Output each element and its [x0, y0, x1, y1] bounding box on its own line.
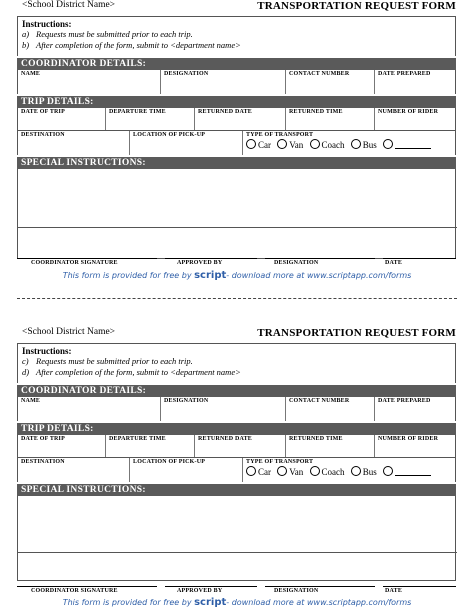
signature-line — [383, 258, 456, 259]
form-title: TRANSPORTATION REQUEST FORM — [257, 327, 456, 339]
coordinator-row — [17, 70, 456, 94]
radio-icon[interactable] — [246, 466, 256, 476]
field-label: NAME — [21, 71, 41, 77]
divider — [18, 552, 457, 553]
instruction-marker: c) — [22, 356, 29, 366]
designation-label: DESIGNATION — [274, 588, 319, 594]
transport-options — [246, 466, 435, 477]
footer-suffix: - download more at www.scriptapp.com/forms — [226, 271, 412, 280]
approved-by-label: APPROVED BY — [177, 588, 223, 594]
field-label: CONTACT NUMBER — [289, 398, 350, 404]
field-label: TYPE OF TRANSPORT — [246, 459, 314, 465]
transport-option-car[interactable] — [246, 139, 271, 150]
form-header — [17, 0, 456, 15]
footer-credit-2 — [0, 597, 474, 608]
field-label: DESIGNATION — [164, 71, 209, 77]
transport-option-coach[interactable] — [310, 466, 345, 477]
returned-time-field[interactable] — [286, 108, 375, 130]
footer-prefix: This form is provided for free by — [62, 598, 195, 607]
field-label: DATE OF TRIP — [21, 109, 65, 115]
other-transport-blank[interactable] — [395, 467, 431, 476]
coordinator-row — [17, 397, 456, 421]
trip-row-1 — [17, 435, 456, 457]
instruction-text: Requests must be submitted prior to each trip. — [36, 356, 193, 366]
signature-line — [265, 586, 375, 587]
designation-field[interactable] — [161, 397, 286, 421]
trip-row-1 — [17, 108, 456, 130]
field-label: DATE PREPARED — [378, 71, 431, 77]
option-label: Bus — [362, 467, 377, 477]
returned-date-field[interactable] — [195, 435, 286, 457]
contact-number-field[interactable] — [286, 397, 375, 421]
field-label: DEPARTURE TIME — [109, 109, 166, 115]
signature-line — [17, 258, 157, 259]
date-label: DATE — [385, 588, 403, 594]
designation-field[interactable] — [161, 70, 286, 94]
transportation-form-1 — [17, 0, 456, 266]
coordinator-signature-label: COORDINATOR SIGNATURE — [31, 260, 118, 266]
radio-icon[interactable] — [383, 139, 393, 149]
footer-credit-1 — [0, 270, 474, 281]
option-label: Coach — [321, 140, 345, 150]
signature-row — [17, 258, 456, 268]
pickup-location-field[interactable] — [130, 131, 243, 155]
radio-icon[interactable] — [310, 466, 320, 476]
radio-icon[interactable] — [351, 466, 361, 476]
date-of-trip-field[interactable] — [18, 108, 106, 130]
special-instructions-area[interactable] — [17, 496, 456, 581]
radio-icon[interactable] — [310, 139, 320, 149]
field-label: DEPARTURE TIME — [109, 436, 166, 442]
pickup-location-field[interactable] — [130, 458, 243, 482]
instructions-box — [17, 16, 456, 56]
instruction-item — [22, 356, 451, 367]
trip-row-2 — [17, 131, 456, 155]
name-field[interactable] — [18, 397, 161, 421]
instructions-box — [17, 343, 456, 383]
instructions-heading: Instructions: — [22, 19, 72, 29]
option-label: Van — [289, 140, 304, 150]
number-of-rider-field[interactable] — [375, 435, 457, 457]
coordinator-signature-label: COORDINATOR SIGNATURE — [31, 588, 118, 594]
field-label: DATE PREPARED — [378, 398, 431, 404]
trip-details-heading: TRIP DETAILS: — [17, 96, 456, 108]
approved-by-label: APPROVED BY — [177, 260, 223, 266]
coordinator-details-heading: COORDINATOR DETAILS: — [17, 385, 456, 397]
transport-option-van[interactable] — [277, 466, 303, 477]
field-label: RETURNED TIME — [289, 436, 343, 442]
trip-details-heading: TRIP DETAILS: — [17, 423, 456, 435]
other-transport-blank[interactable] — [395, 140, 431, 149]
instructions-heading: Instructions: — [22, 346, 72, 356]
brand-logo[interactable]: script — [194, 270, 227, 281]
option-label: Car — [258, 467, 271, 477]
instruction-marker: d) — [22, 366, 30, 377]
radio-icon[interactable] — [277, 466, 287, 476]
radio-icon[interactable] — [277, 139, 287, 149]
form-header — [17, 327, 456, 342]
field-label: RETURNED DATE — [198, 436, 252, 442]
transport-option-other[interactable] — [383, 139, 431, 150]
instruction-marker: a) — [22, 29, 30, 39]
returned-time-field[interactable] — [286, 435, 375, 457]
field-label: NUMBER OF RIDER — [378, 109, 439, 115]
field-label: DATE OF TRIP — [21, 436, 65, 442]
date-prepared-field[interactable] — [375, 70, 457, 94]
instruction-text: Requests must be submitted prior to each trip. — [36, 29, 193, 39]
instruction-marker: b) — [22, 39, 30, 50]
number-of-rider-field[interactable] — [375, 108, 457, 130]
cut-line — [17, 298, 457, 299]
transport-option-other[interactable] — [383, 466, 431, 477]
special-instructions-area[interactable] — [17, 169, 456, 259]
special-instructions-heading: SPECIAL INSTRUCTIONS: — [17, 157, 456, 169]
divider — [18, 227, 457, 228]
option-label: Coach — [321, 467, 345, 477]
transport-option-bus[interactable] — [351, 466, 377, 477]
date-label: DATE — [385, 260, 403, 266]
transport-option-car[interactable] — [246, 466, 271, 477]
date-prepared-field[interactable] — [375, 397, 457, 421]
instruction-item — [22, 29, 451, 40]
signature-line — [165, 586, 257, 587]
footer-prefix: This form is provided for free by — [62, 271, 195, 280]
coordinator-details-heading: COORDINATOR DETAILS: — [17, 58, 456, 70]
returned-date-field[interactable] — [195, 108, 286, 130]
field-label: TYPE OF TRANSPORT — [246, 132, 314, 138]
field-label: RETURNED DATE — [198, 109, 252, 115]
transport-option-bus[interactable] — [351, 139, 377, 150]
transport-options — [246, 139, 435, 150]
trip-row-2 — [17, 458, 456, 482]
designation-label: DESIGNATION — [274, 260, 319, 266]
transport-option-van[interactable] — [277, 139, 303, 150]
radio-icon[interactable] — [351, 139, 361, 149]
field-label: DESTINATION — [21, 459, 65, 465]
instruction-text: After completion of the form, submit to <department name> — [36, 39, 241, 50]
field-label: LOCATION OF PICK-UP — [133, 132, 206, 138]
instruction-item — [22, 367, 451, 378]
field-label: DESIGNATION — [164, 398, 209, 404]
district-name: <School District Name> — [22, 0, 116, 10]
instruction-item — [22, 40, 451, 51]
field-label: RETURNED TIME — [289, 109, 343, 115]
signature-row — [17, 586, 456, 596]
transportation-form-2 — [17, 327, 456, 594]
field-label: NAME — [21, 398, 41, 404]
radio-icon[interactable] — [383, 466, 393, 476]
date-of-trip-field[interactable] — [18, 435, 106, 457]
form-title: TRANSPORTATION REQUEST FORM — [257, 0, 456, 12]
destination-field[interactable] — [18, 131, 130, 155]
instruction-text: After completion of the form, submit to <department name> — [36, 366, 241, 377]
field-label: LOCATION OF PICK-UP — [133, 459, 206, 465]
signature-line — [17, 586, 157, 587]
radio-icon[interactable] — [246, 139, 256, 149]
departure-time-field[interactable] — [106, 435, 195, 457]
destination-field[interactable] — [18, 458, 130, 482]
transport-option-coach[interactable] — [310, 139, 345, 150]
option-label: Bus — [362, 140, 377, 150]
field-label: DESTINATION — [21, 132, 65, 138]
contact-number-field[interactable] — [286, 70, 375, 94]
field-label: CONTACT NUMBER — [289, 71, 350, 77]
signature-line — [165, 258, 257, 259]
departure-time-field[interactable] — [106, 108, 195, 130]
name-field[interactable] — [18, 70, 161, 94]
option-label: Car — [258, 140, 271, 150]
special-instructions-heading: SPECIAL INSTRUCTIONS: — [17, 484, 456, 496]
option-label: Van — [289, 467, 304, 477]
district-name: <School District Name> — [22, 327, 116, 337]
field-label: NUMBER OF RIDER — [378, 436, 439, 442]
signature-line — [383, 586, 456, 587]
brand-logo[interactable]: script — [194, 597, 227, 608]
footer-suffix: - download more at www.scriptapp.com/forms — [226, 598, 412, 607]
signature-line — [265, 258, 375, 259]
